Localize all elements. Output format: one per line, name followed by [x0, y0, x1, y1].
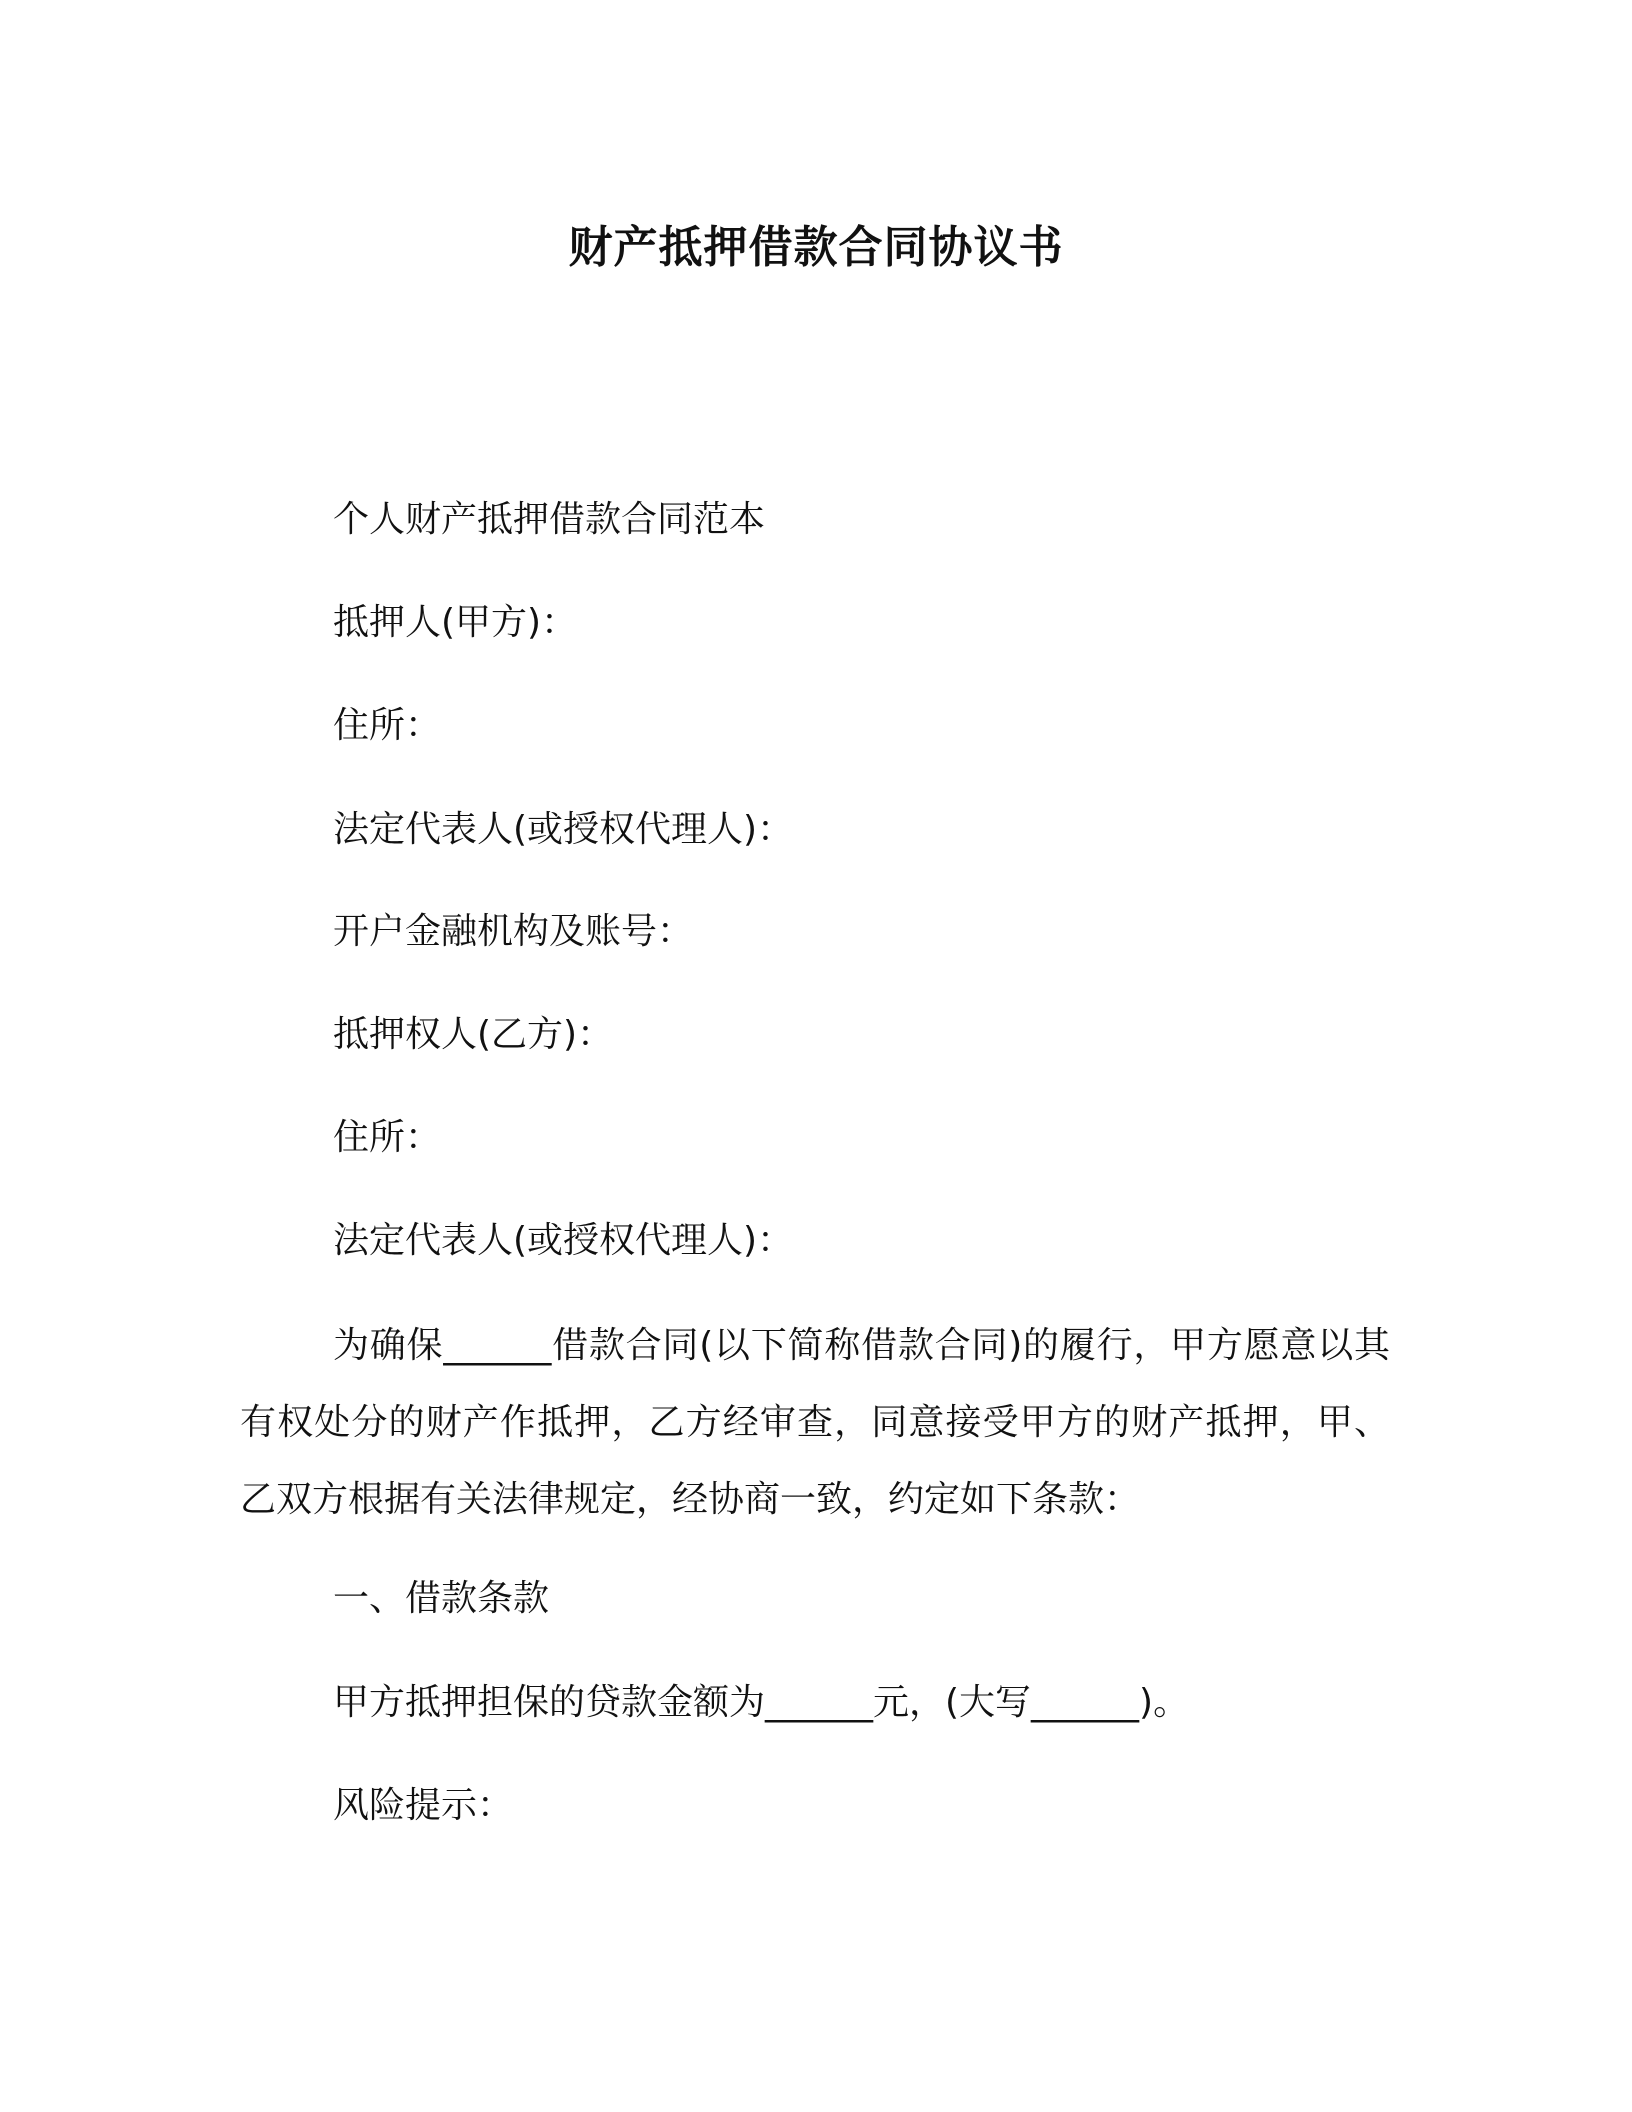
mortgagee-address-label: 住所： [333, 1117, 442, 1158]
mortgagee-label: 抵押权人(乙方)： [333, 1014, 614, 1055]
template-subtitle: 个人财产抵押借款合同范本 [333, 499, 766, 540]
mortgagor-representative-label: 法定代表人(或授权代理人)： [333, 809, 794, 850]
section-heading-loan-terms: 一、借款条款 [333, 1578, 550, 1619]
document-title: 财产抵押借款合同协议书 [568, 222, 1064, 273]
mortgagee-representative-label: 法定代表人(或授权代理人)： [333, 1220, 794, 1261]
bank-account-label: 开户金融机构及账号： [333, 911, 694, 952]
mortgagor-address-label: 住所： [333, 705, 442, 746]
mortgagor-label: 抵押人(甲方)： [333, 602, 578, 643]
risk-warning-heading: 风险提示： [333, 1785, 514, 1826]
intro-paragraph: 为确保______借款合同(以下简称借款合同)的履行，甲方愿意以其有权处分的财产作抵押，乙方经审查，同意接受甲方的财产抵押，甲、乙双方根据有关法律规定，经协商一致，约定如下条款： [240, 1325, 1390, 1520]
loan-amount-line: 甲方抵押担保的贷款金额为______元，(大写______)。 [333, 1682, 1190, 1723]
